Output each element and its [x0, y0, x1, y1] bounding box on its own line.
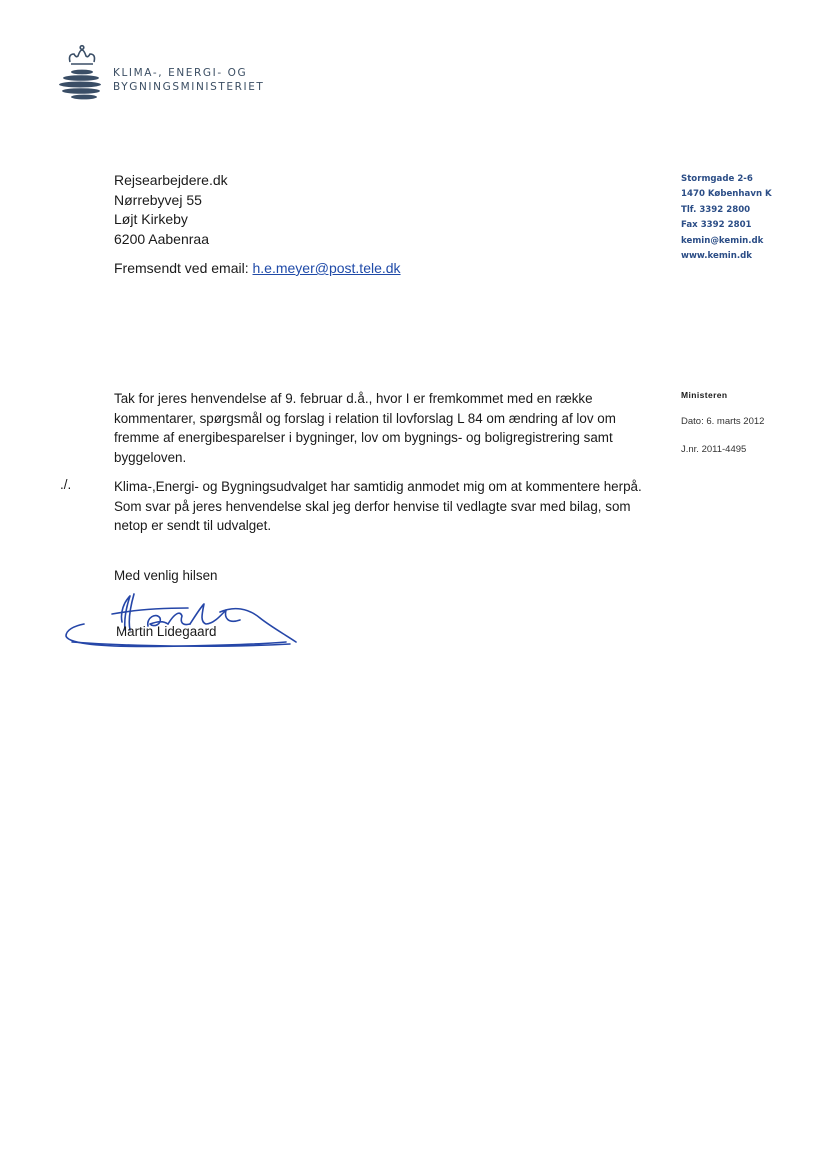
sender-email: kemin@kemin.dk	[681, 235, 764, 246]
recipient-address	[114, 171, 228, 249]
sender-fax: Fax 3392 2801	[681, 220, 752, 231]
closing-greeting: Med venlig hilsen	[114, 568, 218, 583]
recipient-email-link[interactable]: h.e.meyer@post.tele.dk	[252, 260, 401, 276]
handwritten-signature	[64, 584, 298, 656]
sender-street: Stormgade 2-6	[681, 174, 753, 184]
sender-web: www.kemin.dk	[681, 251, 752, 262]
body-paragraph-2: Klima-,Energi- og Bygningsudvalget har samtidig anmodet mig om at kommentere herpå. Som svar på jeres henvendelse skal jeg derfor henvise til vedlagte svar med bilag, som netop er sendt til udvalget.	[114, 479, 642, 534]
recipient-name: Rejsearbejdere.dk	[114, 172, 228, 188]
ministry-name-line1: KLIMA-, ENERGI- OG	[113, 67, 248, 79]
letter-date: Dato: 6. marts 2012	[681, 416, 765, 427]
recipient-street: Nørrebyvej 55	[114, 191, 202, 208]
body-paragraph-1: Tak for jeres henvendelse af 9. februar d.å., hvor I er fremkommet med en række kommentarer, spørgsmål og forslag i relation til lovforslag L 84 om ændring af lov om fremme af energibesparelser i bygninger, lov om bygnings- og boligregistrering samt byggeloven.	[114, 391, 616, 465]
signer-name: Martin Lidegaard	[116, 624, 217, 639]
sender-contact-block	[681, 172, 772, 264]
sent-via-line	[114, 260, 401, 276]
ministry-name-line2: BYGNINGSMINISTERIET	[113, 81, 265, 93]
ministry-logo-icon	[58, 44, 104, 108]
sidebar-title: Ministeren	[681, 390, 728, 400]
enclosure-marker: ./.	[60, 477, 72, 492]
recipient-locality: Løjt Kirkeby	[114, 211, 188, 227]
journal-number: J.nr. 2011-4495	[681, 444, 747, 455]
sender-city: 1470 København K	[681, 189, 772, 200]
ministry-name	[113, 66, 264, 94]
sent-via-label: Fremsendt ved email:	[114, 260, 249, 276]
sender-phone: Tlf. 3392 2800	[681, 204, 751, 215]
recipient-postal: 6200 Aabenraa	[114, 230, 209, 247]
